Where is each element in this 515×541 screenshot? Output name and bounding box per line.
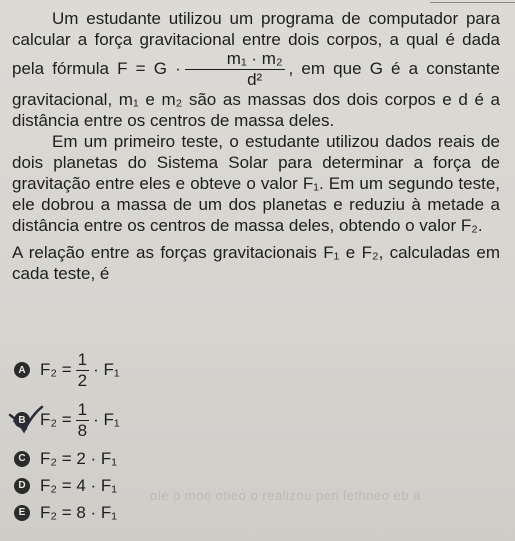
question-text <box>12 8 500 284</box>
paragraph-1-intro: Um estudante utilizou um programa de computador para calcular a força gravitacional entre dois corpos, a qual é dada pela fórmula <box>12 9 500 78</box>
paragraph-1 <box>12 8 500 131</box>
option-a[interactable] <box>14 345 494 395</box>
option-b-num: 1 <box>77 399 88 419</box>
formula-numerator: m₁ · m₂ <box>185 50 285 70</box>
option-b-fraction <box>76 401 89 440</box>
option-e-letter: E <box>14 505 30 521</box>
option-e[interactable] <box>14 499 494 526</box>
question-stem: A relação entre as forças gravitacionais F₁ e F₂, calculadas em cada teste, é <box>12 243 500 283</box>
option-b-letter: B <box>14 412 30 428</box>
option-b-lhs: F₂ = <box>40 410 72 429</box>
option-a-fraction <box>76 351 89 390</box>
formula-denominator: d² <box>247 70 263 89</box>
option-c-letter: C <box>14 451 30 467</box>
option-c-text: F₂ = 2 · F₁ <box>40 448 118 468</box>
option-d-letter: D <box>14 478 30 494</box>
option-a-den: 2 <box>77 370 88 390</box>
option-d-text: F₂ = 4 · F₁ <box>40 475 118 495</box>
option-a-rhs: · F₁ <box>93 360 120 379</box>
option-a-lhs: F₂ = <box>40 360 72 379</box>
option-a-letter: A <box>14 362 30 378</box>
option-b-den: 8 <box>77 420 88 440</box>
paragraph-1-rest: , em que G é a constante gravitacional, m₁ e m₂ são as massas dos dois corpos e d é a distância entre os centros de massa deles. <box>12 58 500 130</box>
option-b-rhs: · F₁ <box>93 410 120 429</box>
formula-fraction <box>185 50 285 89</box>
option-b[interactable] <box>14 395 494 445</box>
top-rule <box>430 2 515 3</box>
formula-prefix: F = G · <box>117 58 181 78</box>
option-e-text: F₂ = 8 · F₁ <box>40 502 118 522</box>
option-a-num: 1 <box>77 349 88 369</box>
bleed-through-text: ole o moo otieo o realizou pen lethneo eb a <box>150 488 421 503</box>
paragraph-2: Em um primeiro teste, o estudante utilizou dados reais de dois planetas do Sistema Solar para determinar a força de gravitação entre eles e obteve o valor F₁. Em um segundo teste, ele dobrou a massa de um dos planetas e reduziu à metade a distância entre os centros de massa deles, obtendo o valor F₂. <box>12 132 500 235</box>
gravity-formula <box>117 49 288 89</box>
option-c[interactable] <box>14 445 494 472</box>
